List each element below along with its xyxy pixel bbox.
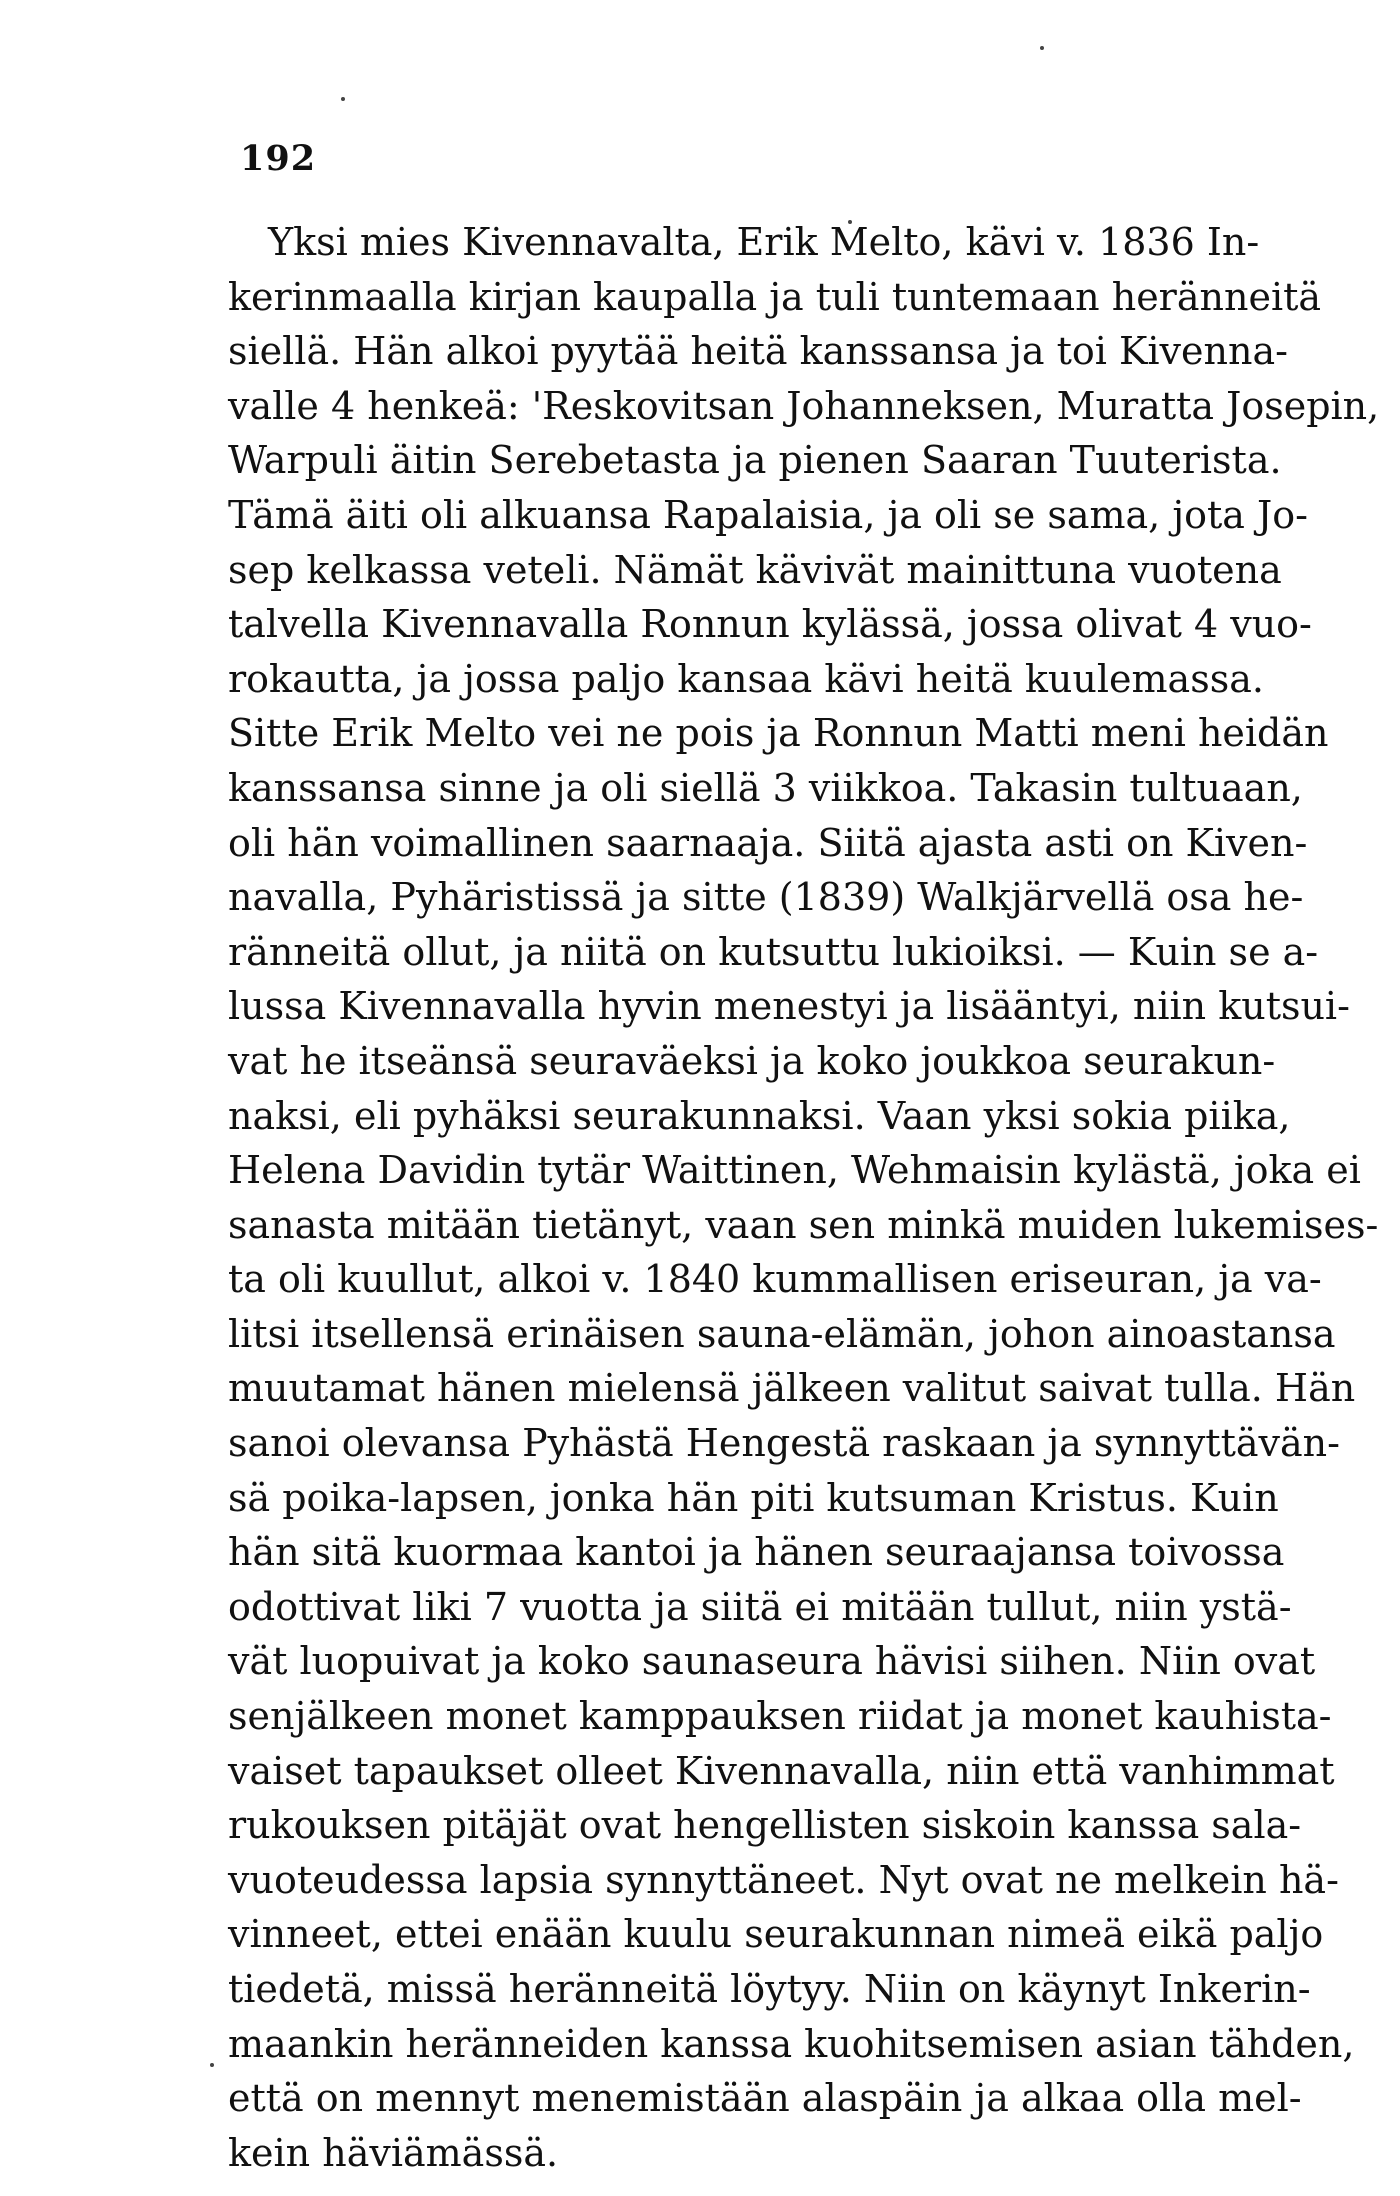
text-line: vinneet, ettei enään kuulu seurakunnan nimeä eikä paljo [228,1912,1324,1957]
print-speck [341,97,345,101]
text-line: lussa Kivennavalla hyvin menestyi ja lisääntyi, niin kutsui- [228,984,1350,1029]
text-line: kanssansa sinne ja oli siellä 3 viikkoa. Takasin tultuaan, [228,765,1303,810]
text-line: sep kelkassa veteli. Nämät kävivät mainittuna vuotena [228,547,1282,592]
print-speck [1040,46,1044,50]
text-line: vaiset tapaukset olleet Kivennavalla, niin että vanhimmat [228,1748,1335,1793]
text-line: sä poika-lapsen, jonka hän piti kutsuman Kristus. Kuin [228,1475,1279,1520]
text-line: siellä. Hän alkoi pyytää heitä kanssansa ja toi Kivenna- [228,329,1288,374]
text-line: Helena Davidin tytär Waittinen, Wehmaisin kylästä, joka ei [228,1148,1361,1193]
text-line: tiedetä, missä heränneitä löytyy. Niin on käynyt Inkerin- [228,1967,1311,2011]
text-line: hän sitä kuormaa kantoi ja hänen seuraajansa toivossa [228,1530,1285,1575]
text-line: valle 4 henkeä: 'Reskovitsan Johanneksen, Muratta Josepin, [228,383,1380,428]
text-line: Tämä äiti oli alkuansa Rapalaisia, ja oli se sama, jota Jo- [228,492,1308,537]
text-line: kerinmaalla kirjan kaupalla ja tuli tuntemaan heränneitä [228,274,1322,319]
body-text [228,215,1380,2180]
text-line: rokautta, ja jossa paljo kansaa kävi heitä kuulemassa. [228,656,1264,701]
text-line: sanoi olevansa Pyhästä Hengestä raskaan ja synnyttävän- [228,1421,1340,1466]
text-line: talvella Kivennavalla Ronnun kylässä, jossa olivat 4 vuo- [228,602,1312,647]
text-line: litsi itsellensä erinäisen sauna-elämän, johon ainoastansa [228,1311,1336,1356]
text-line: Sitte Erik Melto vei ne pois ja Ronnun Matti meni heidän [228,711,1329,756]
text-line: sanasta mitään tietänyt, vaan sen minkä muiden lukemises- [228,1202,1379,1247]
text-line: rukouksen pitäjät ovat hengellisten siskoin kanssa sala- [228,1803,1302,1848]
text-line: odottivat liki 7 vuotta ja siitä ei mitään tullut, niin ystä- [228,1584,1292,1629]
text-line: että on mennyt menemistään alaspäin ja alkaa olla mel- [228,2076,1302,2121]
text-line: Yksi mies Kivennavalta, Erik Melto, kävi v. 1836 In- [268,220,1260,264]
text-line: vät luopuivat ja koko saunaseura hävisi siihen. Niin ovat [228,1639,1316,1684]
text-line: oli hän voimallinen saarnaaja. Siitä ajasta asti on Kiven- [228,820,1308,865]
text-line: naksi, eli pyhäksi seurakunnaksi. Vaan yksi sokia piika, [228,1093,1291,1138]
text-line: ränneitä ollut, ja niitä on kutsuttu lukioiksi. — Kuin se a- [228,929,1319,974]
text-line: maankin heränneiden kanssa kuohitsemisen asian tähden, [228,2021,1355,2066]
page-number: 192 [240,138,317,179]
text-line: senjälkeen monet kamppauksen riidat ja monet kauhista- [228,1694,1332,1739]
text-line: vuoteudessa lapsia synnyttäneet. Nyt ovat ne melkein hä- [228,1857,1339,1902]
text-line: kein häviämässä. [228,2130,559,2175]
text-line: navalla, Pyhäristissä ja sitte (1839) Walkjärvellä osa he- [228,875,1304,920]
print-speck [210,2063,214,2067]
text-line: vat he itseänsä seuraväeksi ja koko joukkoa seurakun- [228,1038,1276,1083]
text-line: Warpuli äitin Serebetasta ja pienen Saaran Tuuterista. [228,438,1282,483]
text-line: ta oli kuullut, alkoi v. 1840 kummallisen eriseuran, ja va- [228,1257,1322,1302]
text-line: muutamat hänen mielensä jälkeen valitut saivat tulla. Hän [228,1366,1356,1411]
